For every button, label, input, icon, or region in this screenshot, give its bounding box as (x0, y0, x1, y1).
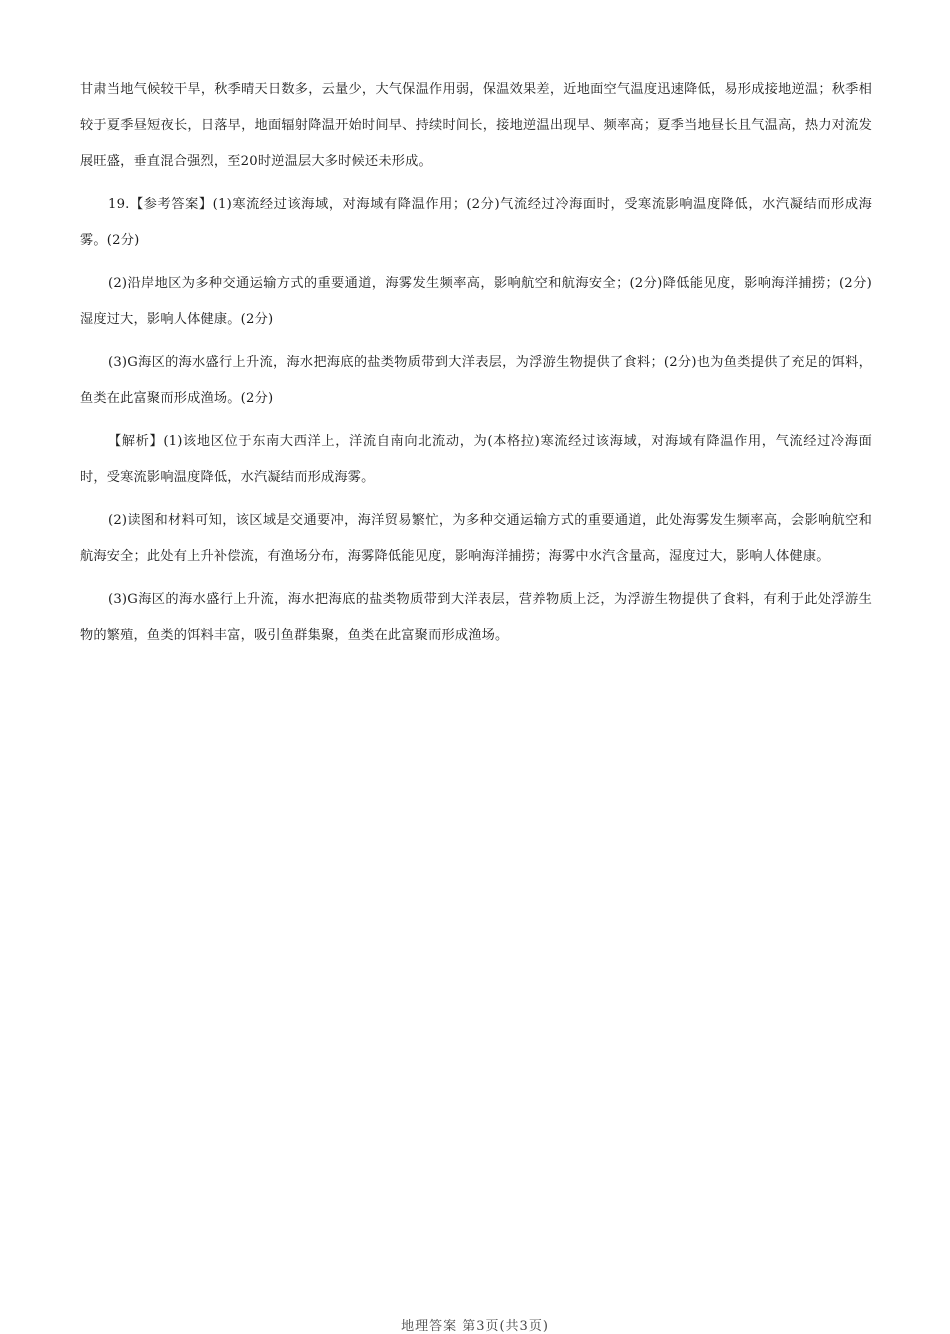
paragraph-q19-answer-3: (3)G海区的海水盛行上升流，海水把海底的盐类物质带到大洋表层，为浮游生物提供了食料；(2分)也为鱼类提供了充足的饵料，鱼类在此富聚而形成渔场。(2分) (80, 355, 872, 406)
document-body (80, 72, 872, 661)
paragraph-q19-analysis-3: (3)G海区的海水盛行上升流，海水把海底的盐类物质带到大洋表层，营养物质上泛，为浮游生物提供了食料，有利于此处浮游生物的繁殖，鱼类的饵料丰富，吸引鱼群集聚，鱼类在此富聚而形成渔场。 (80, 592, 872, 643)
paragraph-q19-answer-1: 19.【参考答案】(1)寒流经过该海域，对海域有降温作用；(2分)气流经过冷海面时，受寒流影响温度降低，水汽凝结而形成海雾。(2分) (80, 197, 872, 248)
paragraph-q19-answer-2: (2)沿岸地区为多种交通运输方式的重要通道，海雾发生频率高，影响航空和航海安全；(2分)降低能见度，影响海洋捕捞；(2分)湿度过大，影响人体健康。(2分) (80, 276, 872, 327)
page-footer: 地理答案 第3页(共3页) (401, 1319, 549, 1334)
paragraph-inversion-explanation: 甘肃当地气候较干旱，秋季晴天日数多，云量少，大气保温作用弱，保温效果差，近地面空气温度迅速降低，易形成接地逆温；秋季相较于夏季昼短夜长，日落早，地面辐射降温开始时间早、持续时间长，接地逆温出现早、频率高；夏季当地昼长且气温高，热力对流发展旺盛，垂直混合强烈，至20时逆温层大多时候还未形成。 (80, 82, 872, 169)
paragraph-q19-analysis-1: 【解析】(1)该地区位于东南大西洋上，洋流自南向北流动，为(本格拉)寒流经过该海域，对海域有降温作用，气流经过冷海面时，受寒流影响温度降低，水汽凝结而形成海雾。 (80, 434, 872, 485)
paragraph-q19-analysis-2: (2)读图和材料可知，该区域是交通要冲，海洋贸易繁忙，为多种交通运输方式的重要通道，此处海雾发生频率高，会影响航空和航海安全；此处有上升补偿流，有渔场分布，海雾降低能见度，影响海洋捕捞；海雾中水汽含量高，湿度过大，影响人体健康。 (80, 513, 872, 564)
